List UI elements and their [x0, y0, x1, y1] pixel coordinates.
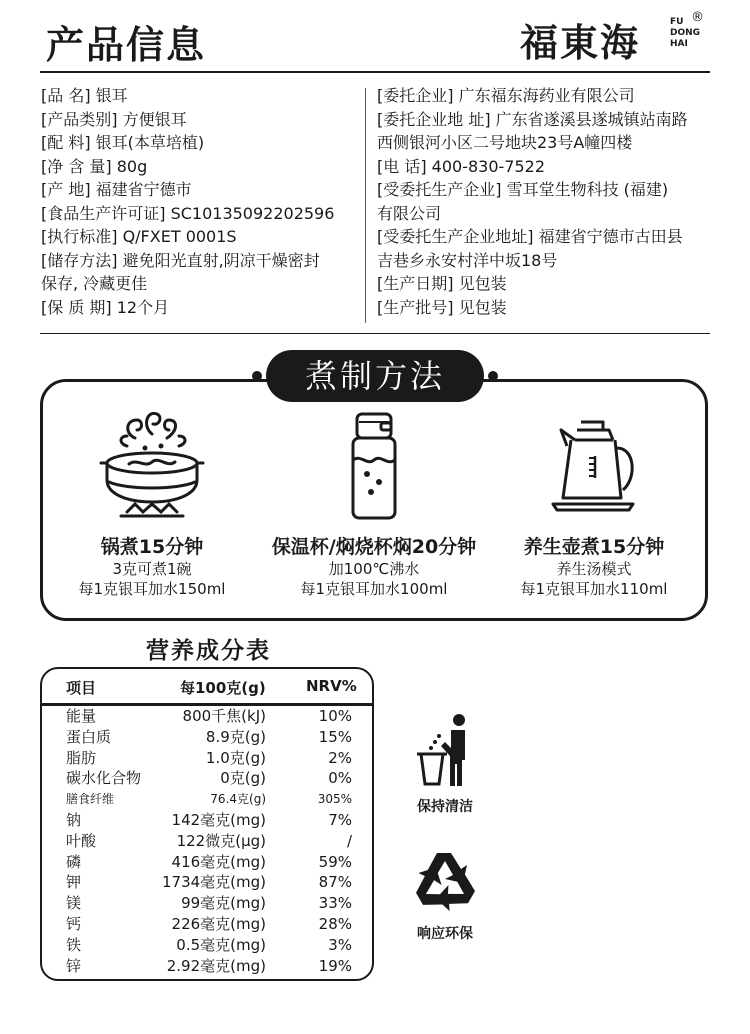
nutrient-nrv: 59% [318, 852, 352, 871]
table-row [42, 935, 372, 956]
info-row: [委托企业地 址] 广东省遂溪县遂城镇站南路 [377, 109, 688, 129]
kettle-icon [539, 408, 649, 520]
nutrient-nrv: 3% [328, 935, 352, 954]
recycle-icon [407, 845, 483, 915]
table-row [42, 914, 372, 935]
info-row: [品 名] 银耳 [41, 86, 128, 105]
column-header: 项目 [66, 679, 97, 697]
info-row: [产品类别] 方便银耳 [41, 109, 187, 129]
table-row [42, 956, 372, 977]
page-title: 产品信息 [46, 23, 207, 67]
nutrient-nrv: 15% [318, 727, 352, 746]
method-detail: 每1克银耳加水100ml [300, 580, 448, 598]
nutrient-name: 锌 [66, 956, 82, 975]
brand-logo [520, 10, 720, 65]
info-row: [生产批号] 见包装 [377, 297, 507, 317]
header-divider [40, 71, 710, 73]
info-row: [净 含 量] 80g [41, 156, 148, 176]
nutrient-name: 能量 [66, 707, 97, 725]
nutrition-title: 营养成分表 [146, 638, 271, 664]
info-row: [受委托生产企业地址] 福建省宁德市古田县 [377, 227, 683, 246]
table-row [42, 706, 372, 727]
nutrient-amount: 226毫克(mg) [171, 914, 266, 933]
nutrient-nrv: 2% [328, 748, 352, 767]
method-detail: 3克可煮1碗 [112, 560, 192, 578]
table-row [42, 727, 372, 748]
info-row: [食品生产许可证] SC10135092202596 [41, 203, 335, 223]
method-title: 养生壶煮15分钟 [523, 536, 665, 558]
nutrient-amount: 416毫克(mg) [171, 852, 266, 871]
info-row: [储存方法] 避免阳光直射,阴凉干燥密封 [41, 250, 320, 270]
nutrient-amount: 1.0克(g) [205, 748, 266, 767]
nutrient-amount: 0克(g) [220, 769, 266, 788]
info-row: [受委托生产企业] 雪耳堂生物科技 (福建) [377, 180, 669, 199]
nutrient-name: 钠 [66, 810, 82, 829]
nutrient-nrv: 7% [328, 810, 352, 829]
method-detail: 每1克银耳加水110ml [520, 580, 668, 598]
keep-clean-label: 保持清洁 [417, 799, 473, 815]
nutrient-amount: 2.92毫克(mg) [166, 956, 266, 975]
nutrient-name: 膳食纤维 [66, 792, 115, 807]
nutrient-nrv: 0% [328, 769, 352, 788]
table-row [42, 789, 372, 810]
info-row: 有限公司 [377, 203, 442, 223]
nutrient-name: 脂肪 [66, 748, 97, 767]
nutrient-nrv: 87% [318, 873, 352, 892]
nutrient-nrv: 10% [318, 707, 352, 725]
table-row [42, 768, 372, 789]
info-row: [配 料] 银耳(本草培植) [41, 133, 205, 152]
table-row [42, 810, 372, 831]
info-row: 保存, 冷藏更佳 [41, 274, 148, 293]
method-title: 保温杯/焖烧杯焖20分钟 [271, 536, 477, 558]
nutrient-amount: 76.4克(g) [210, 792, 266, 807]
brand-name-en: FU DONG HAI [670, 17, 701, 49]
nutrient-amount: 8.9克(g) [205, 727, 266, 746]
info-row: [保 质 期] 12个月 [41, 297, 170, 317]
keep-clean-symbol [405, 712, 485, 816]
table-row [42, 831, 372, 852]
method-thermos [254, 408, 494, 599]
nutrition-rows [42, 706, 372, 976]
info-row: [产 地] 福建省宁德市 [41, 180, 192, 199]
info-row: 吉巷乡永安村洋中坂18号 [377, 250, 558, 270]
info-column-divider [365, 88, 366, 323]
pot-icon [97, 408, 207, 520]
nutrient-nrv: 28% [318, 914, 352, 933]
nutrient-amount: 1734毫克(mg) [161, 873, 266, 892]
brand-name-cn: 福東海 [520, 20, 641, 65]
table-row [42, 872, 372, 893]
product-info-right [377, 84, 688, 319]
info-bottom-divider [40, 333, 710, 334]
recycle-symbol [405, 845, 485, 943]
column-header: 每100克(g) [180, 679, 266, 697]
method-kettle [474, 408, 714, 599]
nutrient-name: 钾 [66, 873, 82, 892]
info-row: [执行标准] Q/FXET 0001S [41, 227, 237, 246]
info-row: [电 话] 400-830-7522 [377, 156, 546, 176]
nutrient-nrv: 305% [317, 792, 352, 807]
method-detail: 每1克银耳加水150ml [78, 580, 226, 598]
method-detail: 加100℃沸水 [328, 560, 420, 578]
nutrient-amount: 142毫克(mg) [171, 810, 266, 829]
table-row [42, 893, 372, 914]
trash-disposal-icon [407, 712, 483, 788]
nutrient-nrv: 33% [318, 894, 352, 913]
nutrient-name: 叶酸 [66, 831, 97, 850]
nutrient-nrv: 19% [318, 956, 352, 975]
method-detail: 养生汤模式 [556, 560, 632, 578]
info-row: [委托企业] 广东福东海药业有限公司 [377, 86, 635, 105]
nutrient-name: 钙 [66, 914, 82, 933]
nutrient-name: 磷 [66, 852, 82, 871]
column-header: NRV% [306, 677, 357, 695]
recycle-label: 响应环保 [417, 926, 473, 942]
nutrient-amount: 0.5毫克(mg) [176, 935, 266, 954]
nutrient-name: 镁 [66, 894, 82, 913]
registered-mark: ® [691, 10, 704, 25]
table-row [42, 748, 372, 769]
info-row: [生产日期] 见包装 [377, 274, 507, 293]
nutrient-amount: 99毫克(mg) [181, 894, 266, 913]
nutrient-amount: 122微克(μg) [176, 831, 266, 850]
method-pot [32, 408, 272, 599]
nutrient-name: 铁 [66, 935, 82, 954]
info-row: 西侧银河小区二号地块23号A幢四楼 [377, 133, 633, 152]
nutrient-nrv: / [346, 831, 352, 850]
nutrient-name: 碳水化合物 [66, 769, 142, 788]
thermos-icon [319, 408, 429, 520]
nutrient-amount: 800千焦(kJ) [182, 707, 266, 725]
nutrition-table [40, 667, 374, 981]
cooking-methods-title: 煮制方法 [266, 350, 484, 402]
table-row [42, 852, 372, 873]
nutrient-name: 蛋白质 [66, 727, 112, 746]
method-title: 锅煮15分钟 [100, 536, 204, 558]
product-info-left [41, 84, 334, 319]
